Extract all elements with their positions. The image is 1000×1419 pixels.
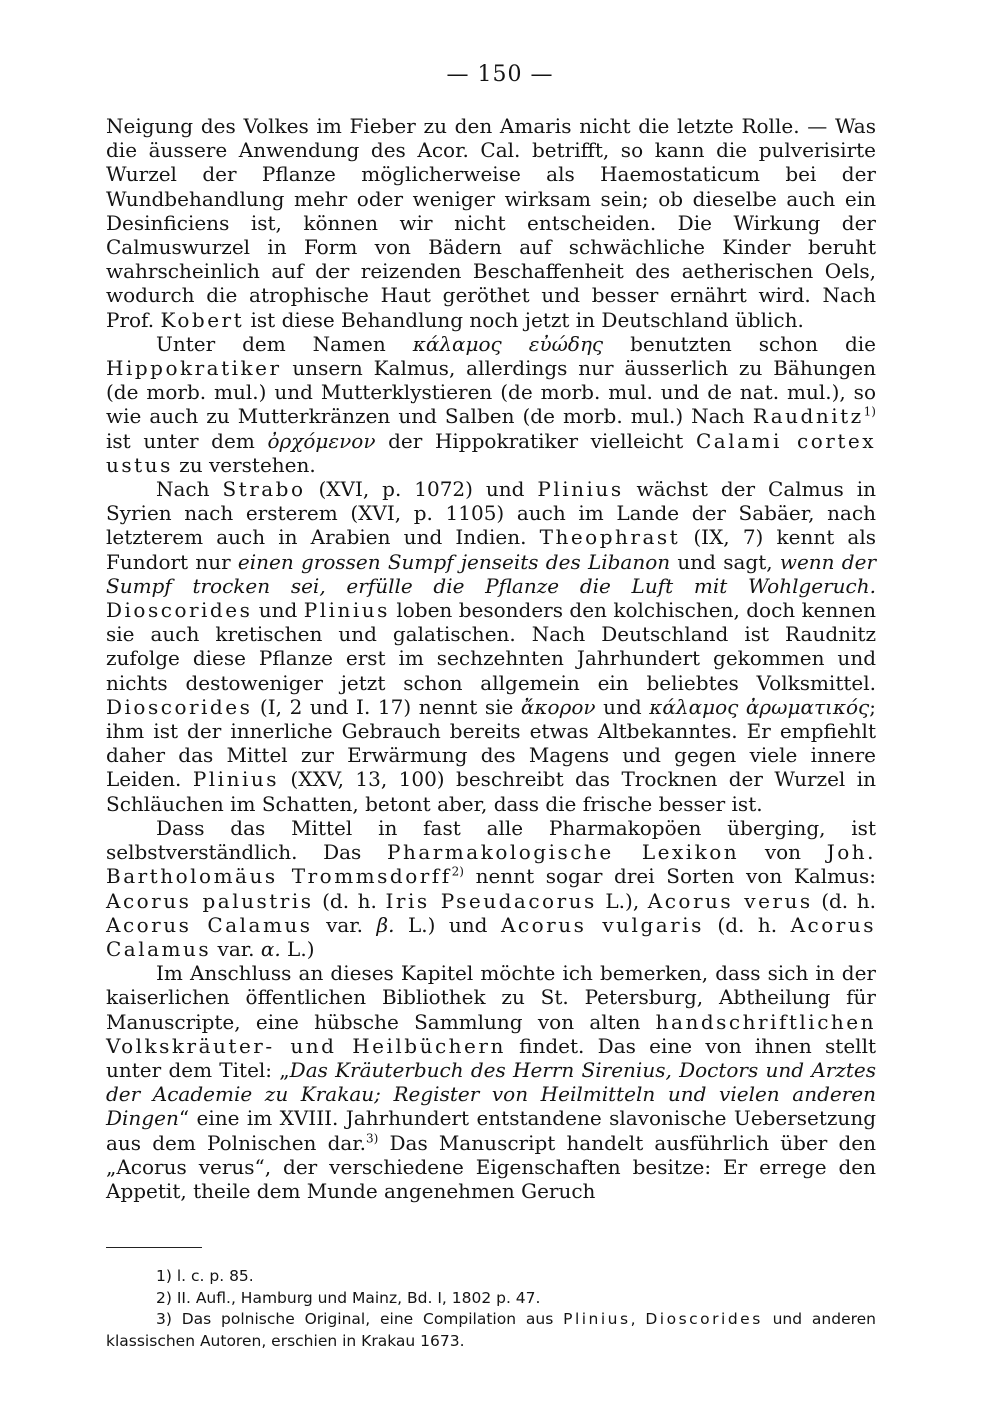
text-run: zu verstehen. xyxy=(172,452,316,477)
paragraph xyxy=(106,114,876,332)
spaced-name: Plinius xyxy=(537,477,624,502)
spaced-name: Pharmakologische Lexikon xyxy=(386,840,740,865)
text-run: 2) II. Aufl., Hamburg und Mainz, Bd. I, 1802 p. 47. xyxy=(156,1288,541,1307)
text-run: 3) Das polnische Original, eine Compilation aus xyxy=(156,1310,564,1328)
text-run: der Hippokratiker vielleicht xyxy=(375,428,696,453)
text-run: ist diese Behandlung noch jetzt in Deutschland üblich. xyxy=(244,307,804,332)
text-run: , xyxy=(630,1310,646,1328)
text-run: Unter dem Namen xyxy=(156,331,413,356)
text-run: (d. h. xyxy=(313,888,386,913)
footnotes xyxy=(106,1266,876,1352)
paragraph xyxy=(106,961,876,1203)
text-run: 1) l. c. p. 85. xyxy=(156,1267,254,1285)
text-run: var. xyxy=(211,936,261,961)
text-run: var. xyxy=(312,912,377,937)
text-run: und xyxy=(595,694,650,719)
greek-term: κάλαμος ἀρωματικός xyxy=(649,694,870,719)
footnote-ref: 1) xyxy=(863,404,876,419)
text-run: findet. Das eine von ihnen stellt unter dem Titel: „ xyxy=(106,1033,876,1082)
body-text xyxy=(106,114,876,1203)
paragraph xyxy=(106,816,876,961)
spaced-name: Hippokratiker xyxy=(106,356,282,381)
text-run: Das Manuscript handelt ausführlich über den „Acorus verus“, der verschiedene Eigenschaften besitze: Er errege den Appetit, theile dem Munde angenehmen Geruch xyxy=(106,1130,876,1203)
spaced-name: Raudnitz xyxy=(752,404,864,429)
text-run: wächst der Calmus in Syrien nach ersterem (XVI, p. 1105) auch im Lande der Sabäer, nach letzterem auch in Arabien und Indien. xyxy=(106,477,876,550)
text-run: und sagt, xyxy=(670,549,780,574)
spaced-name: handschriftlichen Volkskräuter- und Heilbüchern xyxy=(106,1009,876,1058)
spaced-name: Acorus palustris xyxy=(106,888,314,913)
text-run: (d. h. xyxy=(703,912,791,937)
spaced-name: Iris Pseudacorus xyxy=(385,888,597,913)
text-run: L.) xyxy=(280,936,315,961)
footnote xyxy=(106,1288,876,1310)
page-number: — 150 — xyxy=(446,62,554,87)
spaced-name: Acorus Calamus xyxy=(106,912,876,961)
text-run: von xyxy=(739,840,827,865)
footnote-rule xyxy=(106,1247,202,1248)
greek-term: ὀρχόμενον xyxy=(267,428,376,453)
text-run: Nach xyxy=(156,477,223,502)
spaced-name: Acorus vulgaris xyxy=(500,912,704,937)
italic-text: α. xyxy=(260,936,281,961)
footnote xyxy=(106,1309,876,1352)
italic-text: einen grossen Sumpf jenseits des Libanon xyxy=(237,549,671,574)
paragraph xyxy=(106,332,876,477)
text-run: und xyxy=(252,598,304,623)
text-run: Neigung des Volkes im Fieber zu den Amaris nicht die letzte Rolle. — Was die äussere Anwendung des Acor. Cal. betrifft, so kann die pulverisirte Wurzel der Pflanze möglicherweise als Haemostaticum bei der Wundbehandlung mehr oder weniger wirksam sein; ob dieselbe auch ein Desinficiens ist, können wir nicht entscheiden. Die Wirkung der Calmuswurzel in Form von Bädern auf schwächliche Kinder beruht wahrscheinlich auf der reizenden Beschaffenheit des aetherischen Oels, wodurch die atrophische Haut geröthet und besser ernährt wird. Nach Prof. xyxy=(106,114,876,332)
text-run: nennt sogar drei Sorten von Kalmus: xyxy=(463,864,877,889)
text-run: (I, 2 und I. 17) nennt sie xyxy=(252,694,521,719)
spaced-name: Theophrast xyxy=(539,525,681,550)
footnote-ref: 3) xyxy=(366,1130,379,1145)
text-run: loben besonders den kolchischen, doch kennen sie auch kretischen und galatischen. Nach Deutschland ist Raudnitz zufolge diese Pflanze erst im sechzehnten Jahrhundert gekommen und nichts destoweniger jetzt schon allgemein ein beliebtes Volksmittel. xyxy=(106,598,876,695)
spaced-name: Dioscorides xyxy=(106,598,253,623)
footnote xyxy=(106,1266,876,1288)
text-run: ; ihm ist der innerliche Gebrauch bereits etwas Altbekanntes. Er empfiehlt daher das Mittel zur Erwärmung des Magens und gegen viele innere Leiden. xyxy=(106,694,877,792)
text-run: “ eine im XVIII. Jahrhundert entstandene slavonische Uebersetzung aus dem Polnischen dar. xyxy=(106,1106,876,1155)
spaced-name: Plinius xyxy=(303,598,390,623)
text-run: ist unter dem xyxy=(106,428,268,453)
italic-text: wenn der Sumpf trocken sei, erfülle die Pflanze die Luft mit Wohlgeruch. xyxy=(106,549,877,598)
text-run: und anderen klassischen Autoren, erschien in Krakau 1673. xyxy=(106,1310,876,1350)
spaced-name: Plinius xyxy=(563,1310,631,1328)
italic-text: β. xyxy=(376,912,395,937)
text-run: L.) und xyxy=(394,912,501,937)
text-run: (XVI, p. 1072) und xyxy=(305,477,538,502)
text-run: (IX, 7) kennt als Fundort nur xyxy=(106,525,877,574)
greek-term: κάλαμος εὐώδης xyxy=(412,331,604,356)
paragraph xyxy=(106,477,876,816)
spaced-name: Joh. Bartholomäus Trommsdorff xyxy=(106,840,877,889)
greek-term: ἄκορον xyxy=(520,694,596,719)
text-run: (d. h. xyxy=(812,888,876,913)
spaced-name: Calami cortex ustus xyxy=(106,428,876,477)
spaced-name: Acorus Calamus xyxy=(106,912,313,937)
footnote-ref: 2) xyxy=(451,864,464,879)
text-run: Dass das Mittel in fast alle Pharmakopöen überging, ist selbstverständlich. Das xyxy=(106,815,876,865)
spaced-name: Dioscorides xyxy=(645,1310,763,1328)
italic-text: Das Kräuterbuch des Herrn Sirenius, Doctors und Arztes der Academie zu Krakau; Register von Heilmitteln und vielen anderen Dingen xyxy=(106,1057,876,1131)
text-run: unsern Kalmus, allerdings nur äusserlich zu Bähungen (de morb. mul.) und Mutterklystieren (de morb. mul. und de nat. mul.), so wie auch zu Mutterkränzen und Salben (de morb. mul.) Nach xyxy=(106,356,876,429)
text-run: (XXV, 13, 100) beschreibt das Trocknen der Wurzel in Schläuchen im Schatten, betont aber, dass die frische besser ist. xyxy=(106,767,877,816)
text-run: Im Anschluss an dieses Kapitel möchte ich bemerken, dass sich in der kaiserlichen öffentlichen Bibliothek zu St. Petersburg, Abtheilung für Manuscripte, eine hübsche Sammlung von alten xyxy=(106,961,876,1034)
spaced-name: Strabo xyxy=(222,477,306,502)
spaced-name: Plinius xyxy=(192,767,279,792)
text-run: benutzten schon die xyxy=(603,331,877,356)
spaced-name: Dioscorides xyxy=(106,694,253,719)
spaced-name: Kobert xyxy=(160,307,245,332)
spaced-name: Acorus verus xyxy=(647,888,813,913)
text-run: L.), xyxy=(596,888,648,913)
